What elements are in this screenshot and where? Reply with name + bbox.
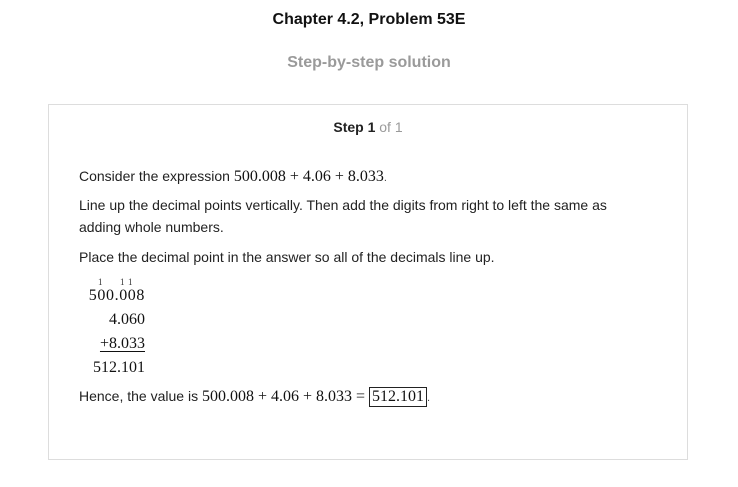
addition-result: 512.101 xyxy=(93,359,145,376)
carry-1: 1 xyxy=(98,277,103,287)
page-title: Chapter 4.2, Problem 53E xyxy=(272,11,466,28)
step-current: Step 1 xyxy=(333,119,376,135)
carry-3: 1 xyxy=(128,277,133,287)
final-answer-box: 512.101 xyxy=(369,387,427,407)
intro-text: Consider the expression xyxy=(79,168,234,184)
instruction-paragraph: Line up the decimal points vertically. Then add the digits from right to left the same as adding whole numbers. xyxy=(79,197,607,235)
step-indicator xyxy=(49,119,687,135)
step-total: of 1 xyxy=(375,119,403,135)
addend-3: +8.033 xyxy=(99,335,145,352)
decimal-paragraph: Place the decimal point in the answer so all of the decimals line up. xyxy=(79,249,495,265)
addend-2: 4.060 xyxy=(109,311,145,328)
conclusion-text: Hence, the value is xyxy=(79,388,202,404)
conclusion-math: 500.008 + 4.06 + 8.033 = xyxy=(201,388,370,405)
expression-math: 500.008 + 4.06 + 8.033 xyxy=(233,168,384,185)
intro-period: . xyxy=(383,172,387,184)
solution-subtitle: Step-by-step solution xyxy=(287,54,451,71)
solution-card xyxy=(48,104,688,460)
conclusion-paragraph xyxy=(79,385,430,409)
carry-digits xyxy=(85,277,145,287)
intro-paragraph xyxy=(79,165,387,189)
carry-2: 1 xyxy=(120,277,125,287)
conclusion-period: . xyxy=(427,392,431,404)
addend-1: 500.008 xyxy=(88,287,145,304)
